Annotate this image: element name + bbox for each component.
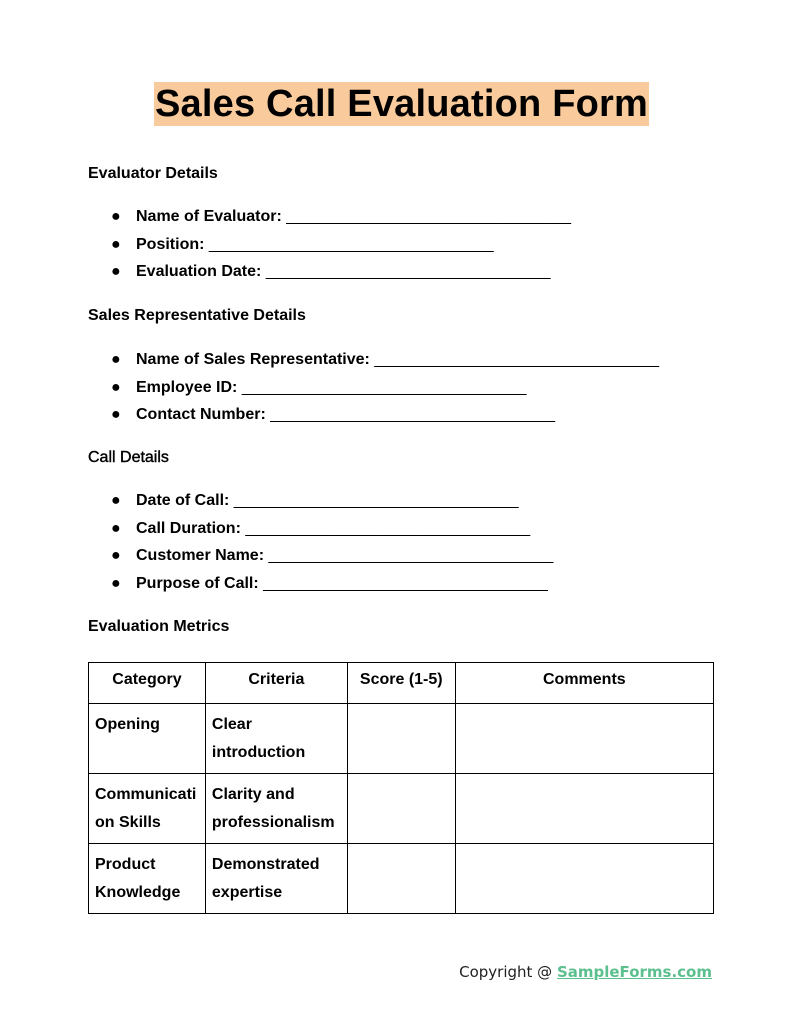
bullet-icon: ●: [111, 492, 121, 509]
category-cell: Opening: [89, 704, 206, 774]
sales-rep-details-list: [88, 350, 659, 433]
date-of-call-blank[interactable]: ________________________________: [233, 492, 519, 509]
list-item: [88, 235, 571, 263]
field-label: Customer Name:: [136, 547, 265, 565]
bullet-icon: ●: [111, 235, 121, 253]
comments-cell[interactable]: [455, 704, 713, 774]
evaluation-metrics-heading: Evaluation Metrics: [88, 618, 230, 635]
field-label: Purpose of Call:: [136, 575, 259, 593]
sales-rep-name-blank[interactable]: ________________________________: [374, 351, 660, 368]
bullet-icon: ●: [111, 575, 121, 593]
score-cell[interactable]: [347, 704, 455, 774]
bullet-icon: ●: [111, 406, 121, 424]
position-blank[interactable]: ________________________________: [208, 235, 494, 253]
employee-id-blank[interactable]: ________________________________: [241, 378, 527, 396]
criteria-cell: Demonstrated expertise: [205, 844, 347, 914]
copyright-footer: [459, 963, 712, 981]
call-details-list: [88, 491, 553, 602]
call-details-heading: Call Details: [88, 449, 169, 466]
page-title: Sales Call Evaluation Form: [154, 83, 649, 125]
list-item: [88, 574, 553, 602]
field-label: Contact Number:: [136, 406, 266, 424]
table-row: [89, 774, 714, 844]
copyright-text: Copyright @: [459, 963, 557, 981]
table-header-row: [89, 663, 714, 704]
field-label: Name of Evaluator:: [136, 208, 282, 225]
criteria-cell: Clear introduction: [205, 704, 347, 774]
comments-cell[interactable]: [455, 774, 713, 844]
list-item: [88, 262, 571, 290]
column-header-score: Score (1-5): [347, 663, 455, 704]
purpose-of-call-blank[interactable]: ________________________________: [263, 575, 548, 593]
list-item: [88, 546, 553, 574]
bullet-icon: ●: [111, 263, 121, 281]
contact-number-blank[interactable]: ________________________________: [270, 406, 555, 424]
customer-name-blank[interactable]: ________________________________: [268, 547, 554, 565]
bullet-icon: ●: [111, 547, 121, 565]
list-item: [88, 405, 659, 433]
sampleforms-link[interactable]: SampleForms.com: [556, 963, 712, 981]
category-cell: Communication Skills: [89, 774, 206, 844]
comments-cell[interactable]: [455, 844, 713, 914]
criteria-cell: Clarity and professionalism: [205, 774, 347, 844]
table-row: [89, 844, 714, 914]
column-header-category: Category: [89, 663, 206, 704]
bullet-icon: ●: [111, 378, 121, 396]
field-label: Employee ID:: [136, 378, 238, 396]
table-row: [89, 704, 714, 774]
evaluator-details-heading: Evaluator Details: [88, 165, 218, 182]
field-label: Name of Sales Representative:: [136, 351, 370, 368]
list-item: [88, 378, 659, 406]
score-cell[interactable]: [347, 774, 455, 844]
list-item: [88, 207, 571, 235]
score-cell[interactable]: [347, 844, 455, 914]
list-item: [88, 350, 659, 378]
list-item: [88, 491, 553, 519]
bullet-icon: ●: [111, 208, 121, 225]
field-label: Date of Call:: [136, 492, 230, 509]
field-label: Evaluation Date:: [136, 263, 262, 281]
bullet-icon: ●: [111, 351, 121, 368]
call-duration-blank[interactable]: ________________________________: [245, 519, 531, 537]
evaluator-details-list: [88, 207, 571, 290]
column-header-comments: Comments: [455, 663, 713, 704]
column-header-criteria: Criteria: [205, 663, 347, 704]
evaluation-metrics-table: [88, 662, 714, 914]
bullet-icon: ●: [111, 519, 121, 537]
name-of-evaluator-blank[interactable]: ________________________________: [286, 208, 572, 225]
evaluation-date-blank[interactable]: ________________________________: [265, 263, 551, 281]
category-cell: Product Knowledge: [89, 844, 206, 914]
field-label: Position:: [136, 235, 205, 253]
field-label: Call Duration:: [136, 519, 241, 537]
sales-rep-details-heading: Sales Representative Details: [88, 307, 306, 324]
list-item: [88, 519, 553, 547]
